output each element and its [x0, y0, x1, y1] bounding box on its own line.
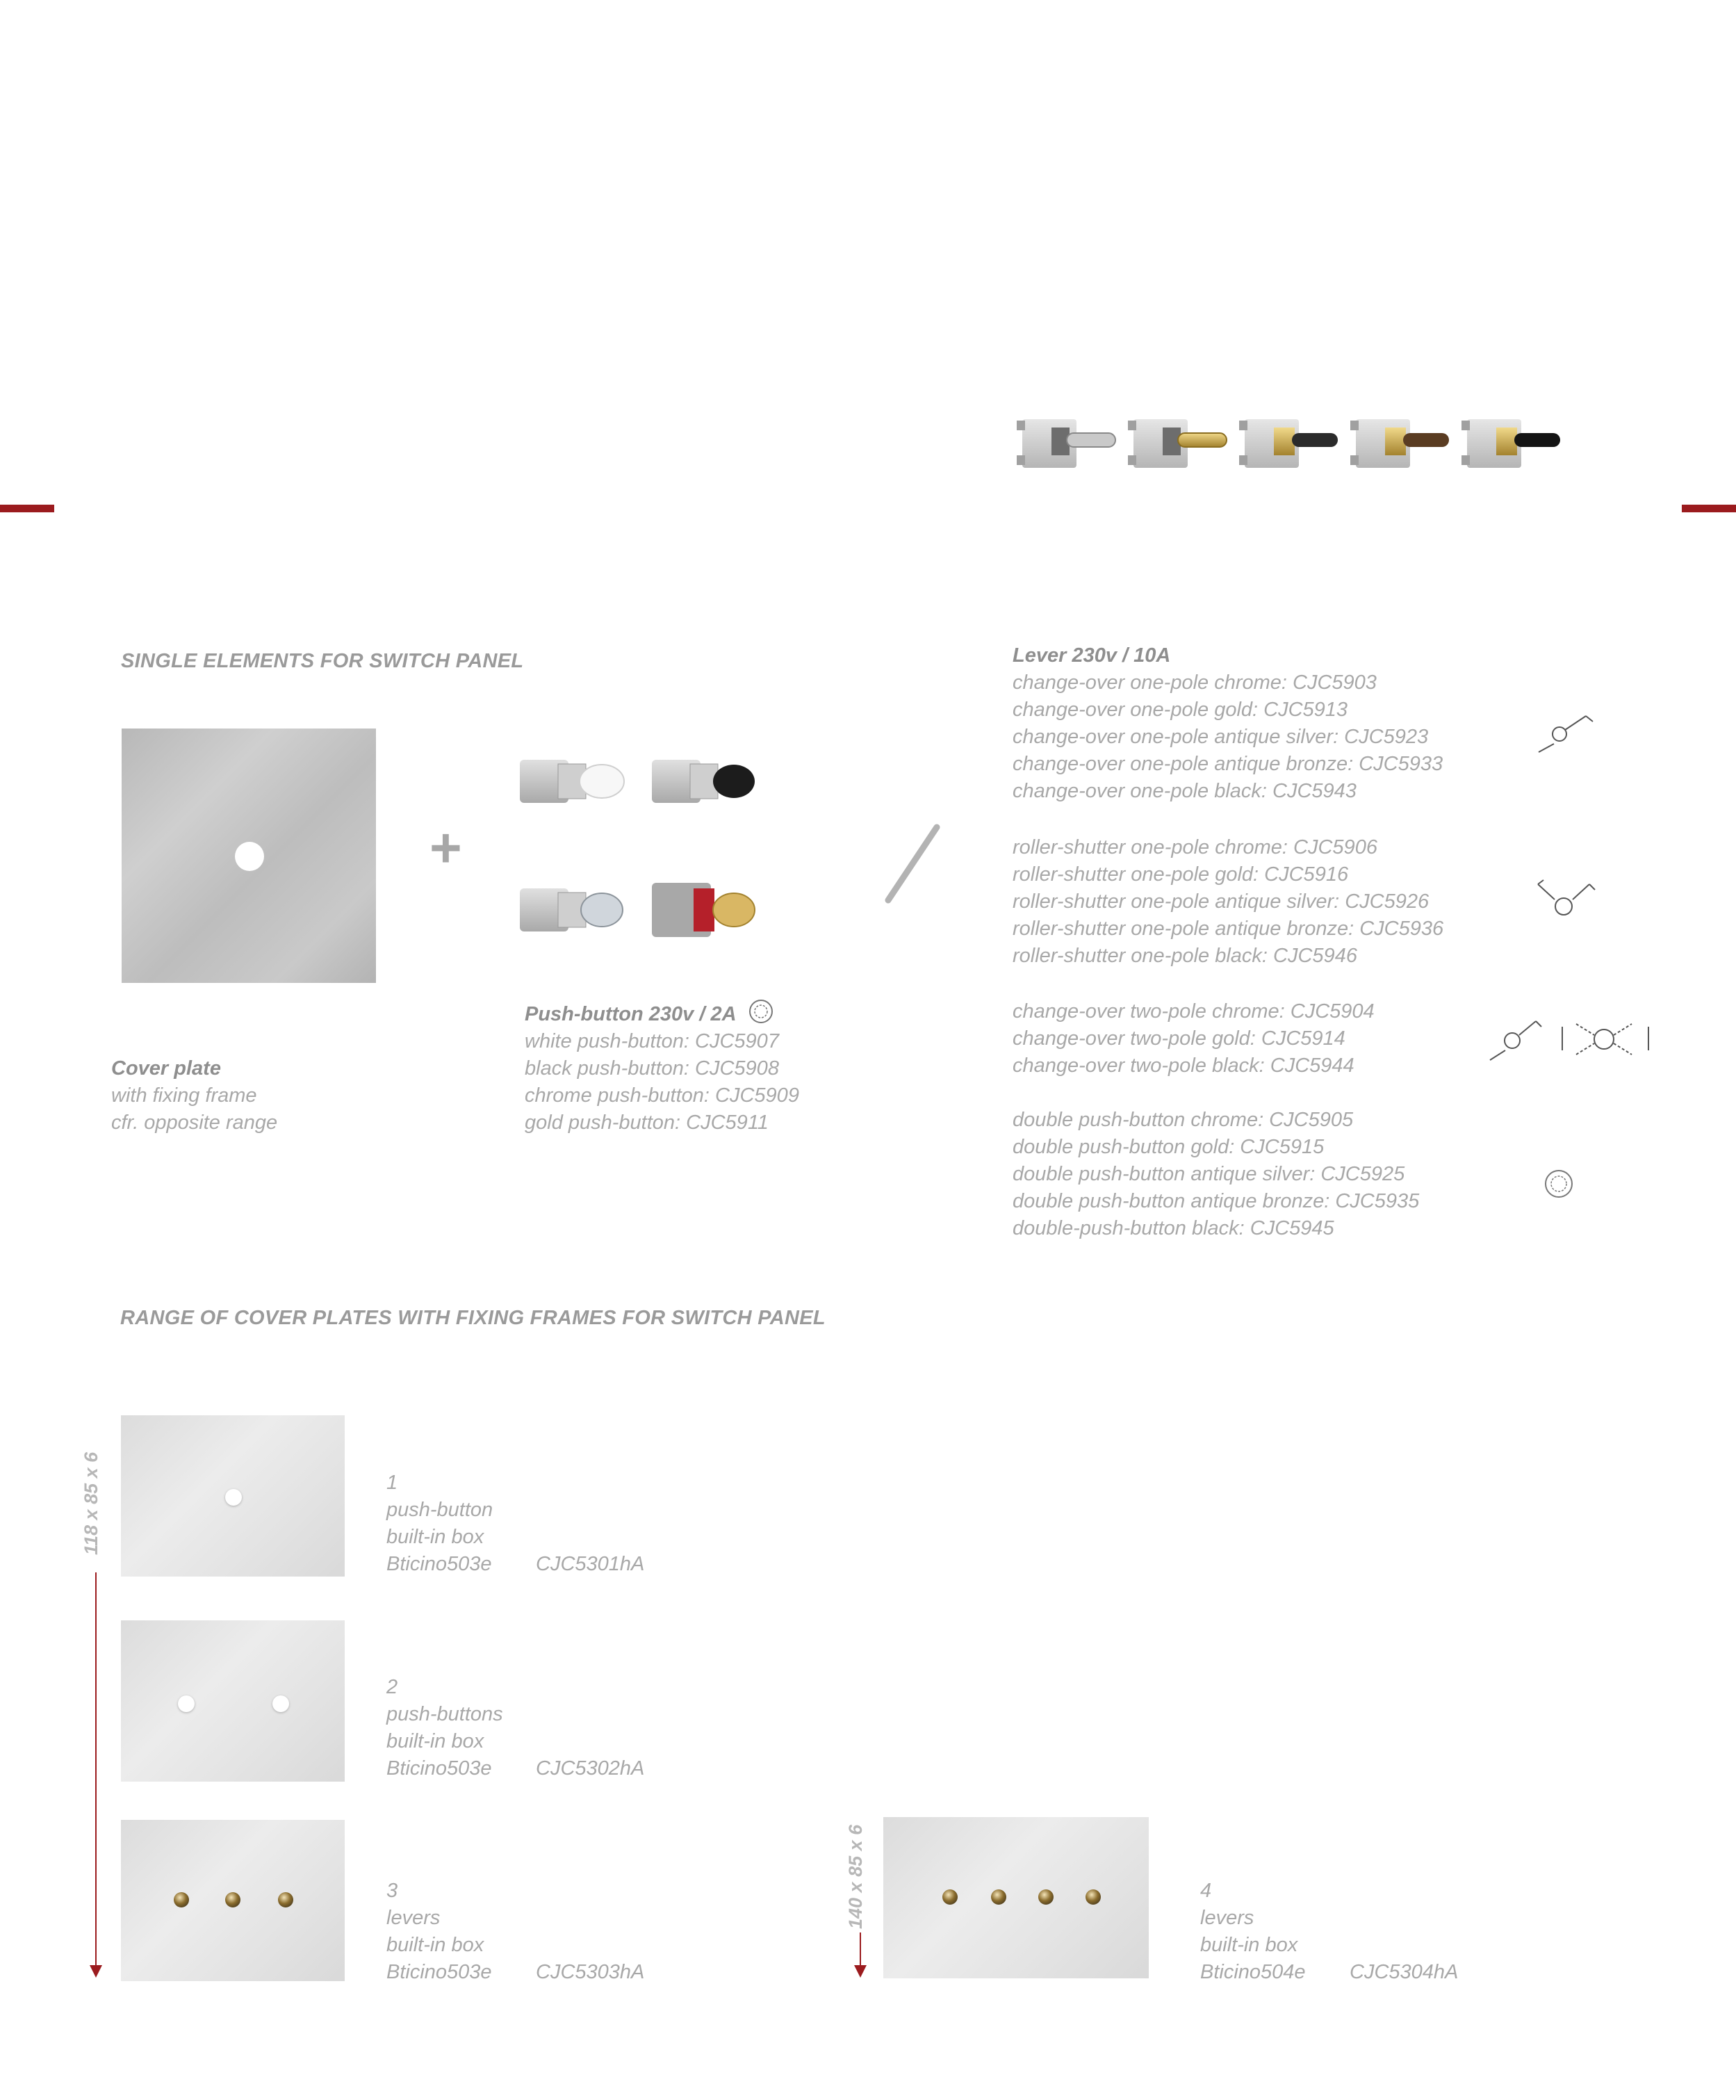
range-item-model-row — [386, 1755, 644, 1782]
push-button-photos — [513, 716, 770, 973]
white-push-button-photo — [520, 760, 624, 803]
lever-item: double-push-button black: CJC5945 — [1013, 1217, 1334, 1239]
range-item-type: push-button — [386, 1499, 493, 1521]
lever-item: roller-shutter one-pole antique bronze: CJC5936 — [1013, 918, 1444, 940]
lever-item: double push-button chrome: CJC5905 — [1013, 1109, 1354, 1131]
dimension-arrow-small-icon — [90, 1965, 102, 1978]
lever-group-roller-shutter — [1013, 834, 1443, 970]
range-item-box: built-in box — [1200, 1934, 1298, 1956]
range-item-model: Bticino503e — [386, 1757, 492, 1780]
slash-separator — [883, 824, 945, 904]
plate-4-lever-3 — [1038, 1889, 1054, 1905]
double-push-button-symbol-icon — [1543, 1168, 1575, 1200]
plate-4-lever-1 — [942, 1889, 958, 1905]
range-item-code: CJC5301hA — [536, 1553, 645, 1575]
push-button-item: chrome push-button: CJC5909 — [525, 1084, 799, 1107]
push-buttons-image — [513, 716, 770, 973]
range-item-code: CJC5303hA — [536, 1961, 645, 1983]
lever-item: roller-shutter one-pole chrome: CJC5906 — [1013, 836, 1377, 858]
range-item-model-row — [386, 1959, 644, 1986]
lever-item: change-over one-pole antique silver: CJC5923 — [1013, 726, 1429, 748]
lever-item: change-over one-pole gold: CJC5913 — [1013, 699, 1348, 721]
range-item-box: built-in box — [386, 1934, 484, 1956]
range-item-box: built-in box — [386, 1730, 484, 1752]
cover-plate-4-image — [883, 1817, 1149, 1978]
toggle-switch-black — [1461, 419, 1560, 468]
range-item-model: Bticino503e — [386, 1961, 492, 1983]
two-pole-switch-symbol-icon — [1487, 1011, 1654, 1067]
single-elements-title: SINGLE ELEMENTS FOR SWITCH PANEL — [121, 650, 524, 672]
plate-3-lever-3 — [278, 1892, 293, 1907]
range-item-3 — [386, 1878, 644, 1986]
toggle-switch-gold — [1128, 419, 1227, 468]
dimension-line-large — [860, 1932, 861, 1965]
range-item-code: CJC5304hA — [1350, 1961, 1459, 1983]
range-item-box: built-in box — [386, 1526, 484, 1548]
range-item-type: levers — [1200, 1907, 1254, 1929]
dimension-line-small — [95, 1572, 97, 1965]
toggle-switch-photo-row — [1013, 400, 1580, 497]
cover-plate-2-image — [121, 1620, 345, 1782]
dimension-label-small: 118 x 85 x 6 — [81, 1451, 101, 1555]
range-item-model-row — [1200, 1959, 1458, 1986]
lever-group-double-push-button — [1013, 1107, 1419, 1242]
range-item-number: 4 — [1200, 1880, 1212, 1902]
push-button-item: white push-button: CJC5907 — [525, 1030, 779, 1052]
push-button-item: gold push-button: CJC5911 — [525, 1112, 769, 1134]
range-item-model: Bticino504e — [1200, 1961, 1306, 1983]
lever-item: change-over two-pole gold: CJC5914 — [1013, 1027, 1345, 1050]
lever-heading: Lever 230v / 10A — [1013, 644, 1171, 667]
toggle-switch-antique-bronze — [1350, 419, 1449, 468]
gold-push-button-photo — [652, 883, 755, 937]
lever-item: change-over one-pole antique bronze: CJC5933 — [1013, 753, 1443, 775]
lever-item: roller-shutter one-pole black: CJC5946 — [1013, 945, 1357, 967]
left-page-marker — [0, 505, 54, 512]
chrome-push-button-photo — [520, 888, 623, 931]
range-item-2 — [386, 1674, 644, 1782]
lever-item: double push-button antique bronze: CJC5935 — [1013, 1190, 1420, 1212]
toggle-switches-image — [1013, 400, 1580, 497]
cover-plate-3-image — [121, 1820, 345, 1981]
toggle-switch-antique-silver — [1239, 419, 1338, 468]
lever-item: roller-shutter one-pole gold: CJC5916 — [1013, 863, 1349, 886]
range-item-code: CJC5302hA — [536, 1757, 645, 1780]
plate-2-button-right — [272, 1695, 289, 1712]
range-item-number: 3 — [386, 1880, 398, 1902]
cover-plate-line: cfr. opposite range — [111, 1112, 278, 1134]
lever-item: change-over two-pole black: CJC5944 — [1013, 1055, 1354, 1077]
range-item-4 — [1200, 1878, 1458, 1986]
plate-hole — [235, 842, 264, 871]
lever-item: change-over one-pole black: CJC5943 — [1013, 780, 1357, 802]
toggle-switch-chrome — [1017, 419, 1115, 468]
push-button-symbol-icon — [746, 997, 776, 1026]
push-button-heading: Push-button 230v / 2A — [525, 1003, 737, 1025]
lever-item: double push-button antique silver: CJC5925 — [1013, 1163, 1405, 1185]
cover-plate-image — [122, 729, 376, 983]
plate-1-button — [225, 1489, 242, 1506]
right-page-marker — [1682, 505, 1736, 512]
range-item-number: 1 — [386, 1472, 398, 1494]
range-item-type: levers — [386, 1907, 441, 1929]
dimension-arrow-large-icon — [854, 1965, 867, 1978]
cover-plate-heading: Cover plate — [111, 1057, 221, 1080]
range-item-number: 2 — [386, 1676, 398, 1698]
lever-item: roller-shutter one-pole antique silver: CJC5926 — [1013, 890, 1430, 913]
plate-2-button-left — [178, 1695, 195, 1712]
lever-group-change-over-one-pole — [1013, 669, 1443, 805]
range-item-1 — [386, 1470, 644, 1578]
plus-sign: + — [429, 817, 462, 879]
push-button-item: black push-button: CJC5908 — [525, 1057, 779, 1080]
range-title: RANGE OF COVER PLATES WITH FIXING FRAMES FOR SWITCH PANEL — [120, 1307, 826, 1329]
plate-4-lever-4 — [1086, 1889, 1101, 1905]
lever-item: double push-button gold: CJC5915 — [1013, 1136, 1325, 1158]
lever-group-change-over-two-pole — [1013, 998, 1375, 1080]
roller-shutter-symbol-icon — [1532, 874, 1598, 923]
range-item-type: push-buttons — [386, 1703, 503, 1725]
cover-plate-line: with fixing frame — [111, 1084, 257, 1107]
dimension-label-large: 140 x 85 x 6 — [845, 1824, 866, 1929]
cover-plate-1-image — [121, 1415, 345, 1577]
lever-item: change-over one-pole chrome: CJC5903 — [1013, 671, 1377, 694]
plate-4-lever-2 — [991, 1889, 1006, 1905]
lever-item: change-over two-pole chrome: CJC5904 — [1013, 1000, 1375, 1023]
one-pole-switch-symbol-icon — [1536, 709, 1598, 758]
black-push-button-photo — [652, 760, 755, 803]
plate-3-lever-2 — [225, 1892, 240, 1907]
range-item-model-row — [386, 1551, 644, 1578]
range-item-model: Bticino503e — [386, 1553, 492, 1575]
plate-3-lever-1 — [174, 1892, 189, 1907]
